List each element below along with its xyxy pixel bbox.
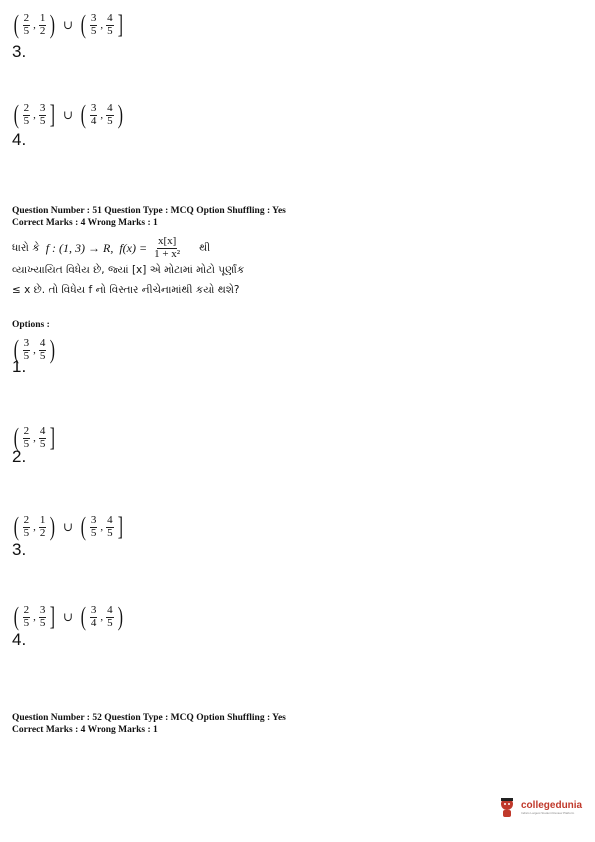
logo-text: collegedunia	[521, 799, 583, 811]
fraction	[23, 103, 31, 127]
denominator: 5	[23, 24, 30, 37]
numerator: 4	[107, 11, 113, 24]
numerator: 4	[107, 513, 113, 526]
union-symbol: ∪	[63, 107, 74, 122]
denominator: 4	[90, 616, 97, 629]
interval-expression	[12, 102, 124, 128]
text-span: થી	[199, 242, 211, 255]
denominator: 5	[107, 526, 113, 539]
interval-expression	[12, 12, 124, 38]
numerator: 3	[39, 101, 46, 114]
question-51-header	[12, 205, 286, 229]
fraction	[90, 515, 98, 539]
numerator: 3	[90, 11, 97, 24]
close-bracket: ]	[117, 512, 123, 541]
function-def: f(x) =	[119, 241, 148, 256]
denominator: 5	[23, 437, 30, 450]
comma: ,	[100, 109, 104, 121]
function-fraction	[153, 236, 181, 260]
denominator: 5	[90, 24, 97, 37]
denominator: 5	[23, 526, 30, 539]
fraction	[106, 13, 114, 37]
option-number: 1.	[12, 357, 27, 376]
numerator: 2	[23, 513, 30, 526]
function-map: f : (1, 3) → R,	[45, 241, 114, 256]
comma: ,	[33, 611, 36, 623]
numerator: 3	[39, 603, 46, 616]
close-bracket: )	[117, 602, 123, 631]
close-bracket: ]	[117, 10, 123, 39]
option-number: 3.	[12, 540, 27, 559]
question-meta-line: Question Number : 51 Question Type : MCQ Option Shuffling : Yes	[12, 206, 286, 216]
numerator: 2	[23, 11, 30, 24]
interval-expression	[12, 514, 124, 540]
logo-tagline: India's Largest Student Review Platform	[521, 810, 575, 815]
numerator: 2	[23, 424, 30, 437]
fraction	[90, 103, 98, 127]
fraction	[106, 605, 114, 629]
option-4[interactable]	[12, 604, 124, 630]
numerator: 3	[23, 336, 30, 349]
denominator: 5	[39, 349, 46, 362]
denominator: 5	[107, 114, 113, 127]
comma: ,	[100, 521, 104, 533]
close-bracket: )	[50, 10, 56, 39]
comma: ,	[33, 109, 36, 121]
comma: ,	[100, 19, 104, 31]
numerator: x[x]	[157, 235, 177, 247]
interval-expression	[12, 604, 124, 630]
mascot-icon	[497, 796, 517, 818]
open-bracket: (	[80, 100, 87, 129]
fraction	[39, 515, 47, 539]
prev-option-4	[12, 102, 124, 128]
close-bracket: ]	[50, 100, 56, 129]
question-51-body	[12, 236, 342, 300]
open-bracket: (	[80, 10, 87, 39]
denominator: 5	[107, 616, 113, 629]
union-symbol: ∪	[63, 519, 74, 534]
fraction	[39, 13, 47, 37]
numerator: 3	[90, 513, 97, 526]
numerator: 2	[23, 603, 30, 616]
close-bracket: )	[50, 335, 56, 364]
numerator: 4	[39, 424, 46, 437]
fraction	[39, 426, 47, 450]
question-meta-line: Question Number : 52 Question Type : MCQ Option Shuffling : Yes	[12, 713, 286, 723]
fraction	[39, 338, 47, 362]
denominator: 5	[107, 24, 113, 37]
question-line-1	[12, 236, 342, 260]
question-line-2: વ્યાખ્યાયિત વિધેય છે, જ્યાં [x] એ મોટામાં મોટો પૂર્ણાંક	[12, 264, 245, 277]
denominator: 5	[39, 114, 46, 127]
open-bracket: (	[13, 335, 19, 364]
numerator: 1	[39, 513, 46, 526]
open-bracket: (	[13, 512, 19, 541]
question-line-3: ≤ x છે. તો વિધેય f નો વિસ્તાર નીચેનામાંથી કયો થશે?	[12, 284, 240, 297]
fraction	[23, 13, 31, 37]
open-bracket: (	[13, 10, 19, 39]
numerator: 4	[39, 336, 46, 349]
comma: ,	[33, 521, 36, 533]
comma: ,	[100, 611, 104, 623]
fraction	[39, 103, 47, 127]
numerator: 2	[23, 101, 30, 114]
option-3[interactable]	[12, 514, 124, 540]
open-bracket: (	[13, 423, 19, 452]
open-bracket: (	[80, 602, 87, 631]
fraction	[106, 103, 114, 127]
prev-option-3	[12, 12, 124, 38]
denominator: 2	[39, 24, 46, 37]
question-52-header	[12, 712, 286, 736]
fraction	[39, 605, 47, 629]
comma: ,	[33, 432, 36, 444]
denominator: 4	[90, 114, 97, 127]
denominator: 5	[23, 114, 30, 127]
fraction	[106, 515, 114, 539]
numerator: 1	[39, 11, 46, 24]
denominator: 5	[90, 526, 97, 539]
close-bracket: )	[117, 100, 123, 129]
union-symbol: ∪	[63, 17, 74, 32]
collegedunia-logo	[497, 796, 582, 818]
option-number: 3.	[12, 42, 27, 61]
option-number: 4.	[12, 130, 27, 149]
close-bracket: ]	[50, 602, 56, 631]
open-bracket: (	[13, 602, 19, 631]
denominator: 5	[23, 349, 30, 362]
option-number: 4.	[12, 630, 27, 649]
fraction	[90, 605, 98, 629]
denominator: 1 + x²	[154, 247, 181, 260]
denominator: 2	[39, 526, 46, 539]
denominator: 5	[39, 616, 46, 629]
numerator: 3	[90, 603, 97, 616]
close-bracket: ]	[50, 423, 56, 452]
close-bracket: )	[50, 512, 56, 541]
union-symbol: ∪	[63, 609, 74, 624]
fraction	[23, 515, 31, 539]
numerator: 4	[107, 603, 113, 616]
comma: ,	[33, 19, 36, 31]
marks-line: Correct Marks : 4 Wrong Marks : 1	[12, 218, 158, 228]
text-span: ધારો કે	[12, 242, 40, 255]
fraction	[23, 605, 31, 629]
options-label: Options :	[12, 320, 50, 330]
numerator: 4	[107, 101, 113, 114]
open-bracket: (	[13, 100, 19, 129]
comma: ,	[33, 344, 36, 356]
denominator: 5	[23, 616, 30, 629]
option-number: 2.	[12, 447, 27, 466]
fraction	[90, 13, 98, 37]
open-bracket: (	[80, 512, 87, 541]
numerator: 3	[90, 101, 97, 114]
denominator: 5	[39, 437, 46, 450]
marks-line: Correct Marks : 4 Wrong Marks : 1	[12, 725, 158, 735]
